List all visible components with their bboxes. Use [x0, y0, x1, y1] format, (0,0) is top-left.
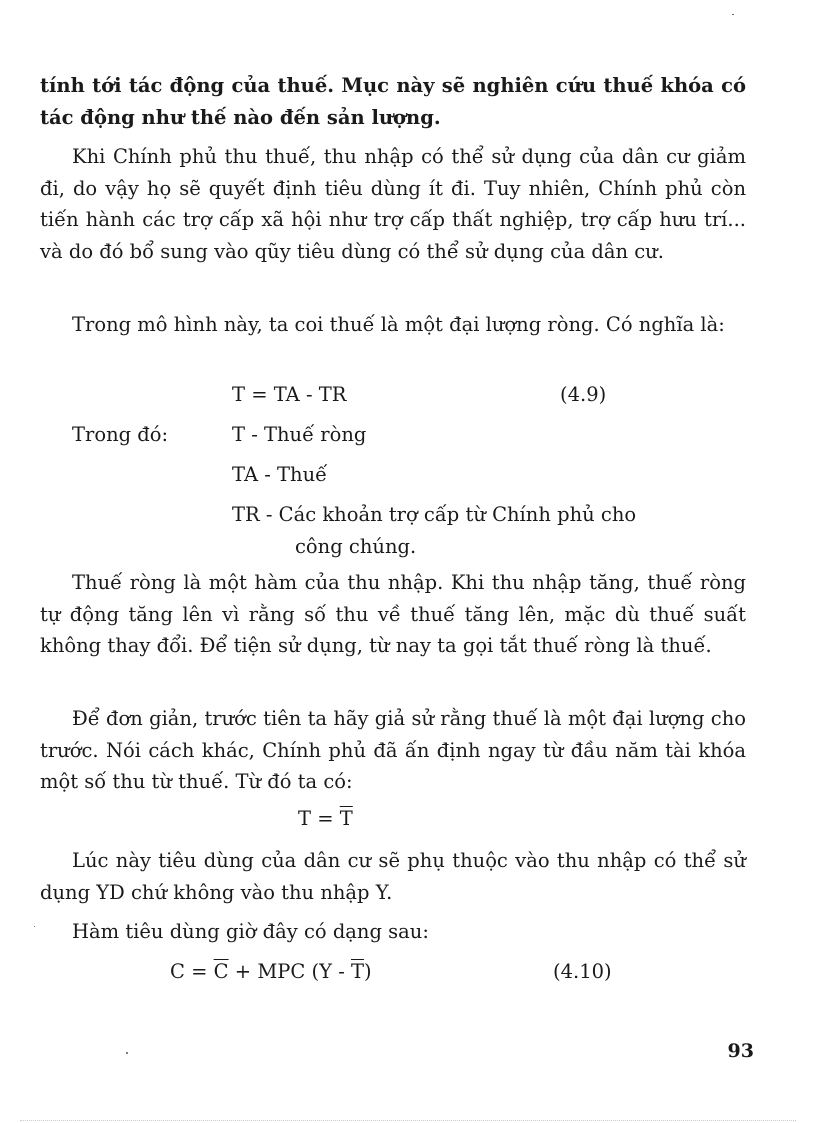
t-bar-symbol: $\overline{T}$ [339, 807, 353, 830]
equation-4-10-number: (4.10) [553, 960, 612, 983]
eq410-close: ) [364, 960, 372, 983]
paragraph-1: tính tới tác động của thuế. Mục này sẽ nghiên cứu thuế khóa có tác động như thế nào đến sản lượng. [40, 74, 746, 129]
equation-4-10 [170, 956, 372, 988]
t-bar-symbol: $\overline{T}$ [351, 960, 365, 983]
page-number: 93 [727, 1040, 754, 1062]
scan-speck [126, 1052, 128, 1054]
page-bottom-edge [20, 1120, 796, 1122]
definition-item-continuation: công chúng. [295, 535, 417, 558]
paragraph-3: Trong mô hình này, ta coi thuế là một đại lượng ròng. Có nghĩa là: [72, 313, 725, 336]
equation-fixed-tax [298, 803, 353, 835]
definition-item: TA - Thuế [232, 463, 328, 486]
paragraph-6: Lúc này tiêu dùng của dân cư sẽ phụ thuộc vào thu nhập có thể sử dụng YD chứ không vào thu nhập Y. [40, 849, 746, 904]
definitions-intro: Trong đó: [72, 423, 169, 446]
equation-4-9: T = TA - TR [232, 383, 347, 406]
equation-4-9-number: (4.9) [560, 383, 607, 406]
c-bar-symbol: $\overline{C}$ [213, 960, 229, 983]
eq410-mid: + MPC (Y - [228, 960, 351, 983]
equation-fixed-lhs: T = [298, 807, 340, 830]
scan-speck [732, 14, 734, 15]
paragraph-5: Để đơn giản, trước tiên ta hãy giả sử rằng thuế là một đại lượng cho trước. Nói cách khác, Chính phủ đã ấn định ngay từ đầu năm tài khóa một số thu từ thuế. Từ đó ta có: [40, 707, 746, 793]
eq410-lhs: C = [170, 960, 214, 983]
paragraph-7: Hàm tiêu dùng giờ đây có dạng sau: [72, 920, 429, 943]
definition-item: TR - Các khoản trợ cấp từ Chính phủ cho [232, 503, 637, 526]
definition-item: T - Thuế ròng [232, 423, 367, 446]
paragraph-2: Khi Chính phủ thu thuế, thu nhập có thể sử dụng của dân cư giảm đi, do vậy họ sẽ quyết định tiêu dùng ít đi. Tuy nhiên, Chính phủ còn tiến hành các trợ cấp xã hội như trợ cấp thất nghiệp, trợ cấp hưu trí... và do đó bổ sung vào qũy tiêu dùng có thể sử dụng của dân cư. [40, 145, 746, 263]
paragraph-4: Thuế ròng là một hàm của thu nhập. Khi thu nhập tăng, thuế ròng tự động tăng lên vì rằng số thu về thuế tăng lên, mặc dù thuế suất không thay đổi. Để tiện sử dụng, từ nay ta gọi tắt thuế ròng là thuế. [40, 571, 746, 657]
scan-speck [34, 926, 35, 927]
